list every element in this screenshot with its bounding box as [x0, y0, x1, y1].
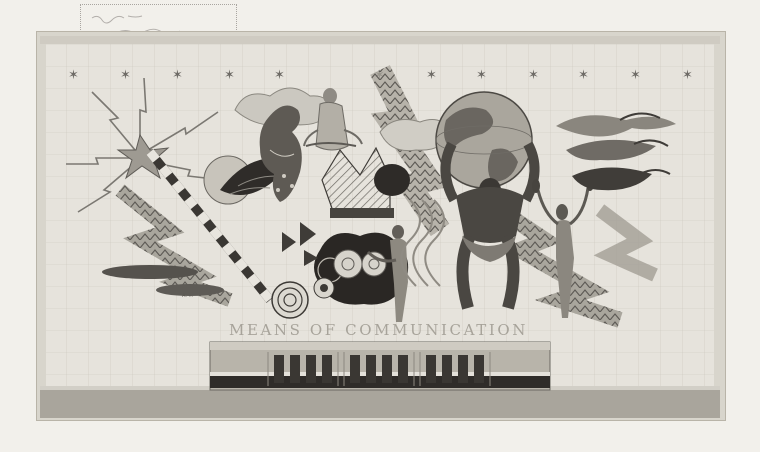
svg-text:✶: ✶	[426, 68, 437, 83]
svg-text:✶: ✶	[374, 68, 385, 83]
svg-text:✶: ✶	[224, 68, 235, 83]
svg-text:✶: ✶	[528, 68, 539, 83]
svg-text:✶: ✶	[120, 68, 131, 83]
svg-text:✶: ✶	[630, 68, 641, 83]
svg-text:✶: ✶	[274, 68, 285, 83]
mural-title: MEANS OF COMMUNICATION	[228, 321, 528, 339]
svg-text:✶: ✶	[68, 68, 79, 83]
svg-text:✶: ✶	[682, 68, 693, 83]
svg-text:✶: ✶	[578, 68, 589, 83]
drum-object	[374, 164, 410, 196]
wall-top-ledge	[40, 36, 720, 44]
dark-cloud	[102, 265, 198, 279]
storefront-band	[210, 342, 550, 390]
artist-signature: A. ...	[182, 293, 194, 299]
svg-text:✶: ✶	[476, 68, 487, 83]
ground-strip	[40, 388, 720, 418]
svg-text:✶: ✶	[172, 68, 183, 83]
